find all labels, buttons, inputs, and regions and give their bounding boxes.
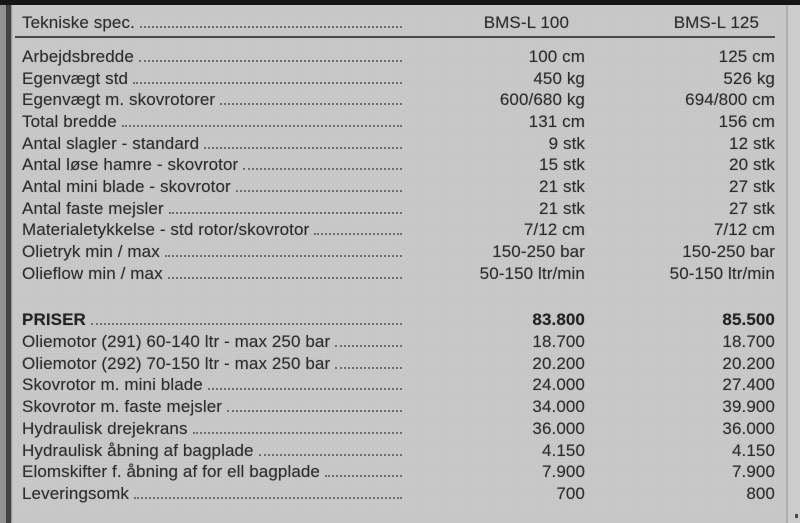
table-row: [22, 418, 775, 440]
scan-artifact: [795, 514, 798, 518]
table-row: [22, 68, 775, 90]
value-bms-l-100: 21 stk: [539, 198, 585, 218]
spec-label: Antal løse hamre - skovrotor: [22, 155, 239, 175]
price-bms-l-100: 83.800: [532, 310, 585, 330]
table-row: [22, 198, 775, 220]
value-bms-l-100: 50-150 ltr/min: [479, 263, 585, 283]
value-bms-l-100: 15 stk: [539, 155, 585, 175]
price-bms-l-100: 7.900: [541, 462, 585, 482]
table-row: [22, 154, 775, 176]
price-bms-l-100: 20.200: [532, 353, 585, 373]
spec-label: Egenvægt std: [22, 68, 129, 88]
price-bms-l-100: 4.150: [541, 440, 585, 460]
price-bms-l-100: 24.000: [532, 375, 585, 395]
table-row: [22, 331, 775, 353]
table-row: [22, 353, 775, 375]
price-label: Oliemotor (291) 60-140 ltr - max 250 bar: [22, 332, 331, 352]
table-row: [22, 461, 775, 483]
table-row: [22, 89, 775, 111]
price-bms-l-125: 85.500: [722, 310, 775, 330]
price-bms-l-125: 39.900: [722, 397, 775, 417]
dot-leader: [259, 454, 402, 456]
price-label: Leveringsomk: [22, 483, 130, 503]
dot-leader: [122, 125, 402, 127]
spec-label: Arbejdsbredde: [22, 46, 134, 66]
price-bms-l-125: 20.200: [722, 353, 775, 373]
price-bms-l-125: 4.150: [731, 440, 775, 460]
table-row: [22, 111, 775, 133]
dot-leader: [208, 388, 402, 390]
dot-leader: [227, 410, 402, 412]
value-bms-l-125: 694/800 cm: [685, 90, 775, 110]
value-bms-l-125: 7/12 cm: [713, 220, 775, 240]
value-bms-l-100: 100 cm: [528, 46, 585, 66]
column-header-bms-l-100: BMS-L 100: [483, 13, 569, 32]
dot-leader: [314, 233, 402, 235]
value-bms-l-125: 125 cm: [718, 46, 775, 66]
dot-leader: [139, 60, 402, 62]
dot-leader: [335, 345, 402, 347]
top-border: [0, 0, 800, 5]
price-label: Skovrotor m. faste mejsler: [22, 397, 223, 417]
scan-right-margin: [788, 5, 800, 523]
dot-leader: [335, 367, 402, 369]
price-label: Elomskifter f. åbning af for ell bagplade: [22, 462, 320, 482]
table-row: [22, 375, 775, 397]
price-label: Hydraulisk åbning af bagplade: [22, 440, 254, 460]
price-bms-l-100: 36.000: [532, 418, 585, 438]
dot-leader: [91, 323, 402, 325]
dot-leader: [140, 26, 402, 28]
value-bms-l-125: 20 stk: [729, 155, 775, 175]
spec-label: Total bredde: [22, 111, 117, 131]
price-label: Oliemotor (292) 70-150 ltr - max 250 bar: [22, 353, 331, 373]
spec-label: Antal faste mejsler: [22, 198, 164, 218]
price-section-title: PRISER: [22, 310, 86, 330]
table-row: [22, 263, 775, 285]
dot-leader: [243, 168, 402, 170]
value-bms-l-125: 12 stk: [729, 133, 775, 153]
value-bms-l-100: 21 stk: [539, 176, 585, 196]
table-header-row: [15, 9, 775, 38]
spec-label: Antal mini blade - skovrotor: [22, 176, 231, 196]
price-bms-l-125: 800: [746, 483, 775, 503]
price-label: Hydraulisk drejekrans: [22, 418, 188, 438]
price-bms-l-100: 700: [556, 483, 585, 503]
dot-leader: [220, 103, 402, 105]
dot-leader: [134, 497, 402, 499]
price-bms-l-125: 27.400: [722, 375, 775, 395]
spec-label: Olietryk min / max: [22, 242, 160, 262]
spec-label: Materialetykkelse - std rotor/skovrotor: [22, 220, 310, 240]
dot-leader: [133, 82, 402, 84]
table-title: Tekniske spec.: [22, 13, 135, 32]
price-bms-l-100: 18.700: [532, 332, 585, 352]
value-bms-l-125: 156 cm: [718, 111, 775, 131]
value-bms-l-125: 150-250 bar: [682, 242, 775, 262]
price-label: Skovrotor m. mini blade: [22, 375, 203, 395]
price-rows: [22, 310, 775, 505]
price-bms-l-125: 18.700: [722, 332, 775, 352]
value-bms-l-100: 150-250 bar: [492, 242, 585, 262]
dot-leader: [169, 212, 402, 214]
spec-label: Egenvægt m. skovrotorer: [22, 90, 216, 110]
table-row: [22, 483, 775, 505]
table-row: [22, 176, 775, 198]
spec-label: Olieflow min / max: [22, 263, 163, 283]
price-bms-l-125: 7.900: [731, 462, 775, 482]
spec-table: [22, 9, 775, 505]
dot-leader: [168, 277, 402, 279]
value-bms-l-100: 600/680 kg: [499, 90, 585, 110]
dot-leader: [193, 432, 402, 434]
dot-leader: [325, 475, 402, 477]
scan-left-line: [6, 5, 11, 523]
value-bms-l-100: 131 cm: [528, 111, 585, 131]
table-row: [22, 396, 775, 418]
table-row: [22, 133, 775, 155]
table-row: [22, 241, 775, 263]
value-bms-l-125: 27 stk: [729, 198, 775, 218]
value-bms-l-125: 50-150 ltr/min: [669, 263, 775, 283]
value-bms-l-125: 526 kg: [723, 68, 775, 88]
value-bms-l-125: 27 stk: [729, 176, 775, 196]
header-label-cell: [22, 13, 405, 33]
price-bms-l-100: 34.000: [532, 397, 585, 417]
section-gap: [22, 285, 775, 302]
table-row: [22, 46, 775, 68]
price-header-row: [22, 310, 775, 332]
dot-leader: [165, 255, 402, 257]
spec-rows: [22, 46, 775, 285]
price-bms-l-125: 36.000: [722, 418, 775, 438]
dot-leader: [236, 190, 402, 192]
table-row: [22, 440, 775, 462]
value-bms-l-100: 7/12 cm: [523, 220, 585, 240]
spec-label: Antal slagler - standard: [22, 133, 200, 153]
value-bms-l-100: 9 stk: [548, 133, 585, 153]
dot-leader: [204, 147, 402, 149]
table-row: [22, 220, 775, 242]
column-header-bms-l-125: BMS-L 125: [673, 13, 759, 32]
value-bms-l-100: 450 kg: [533, 68, 585, 88]
